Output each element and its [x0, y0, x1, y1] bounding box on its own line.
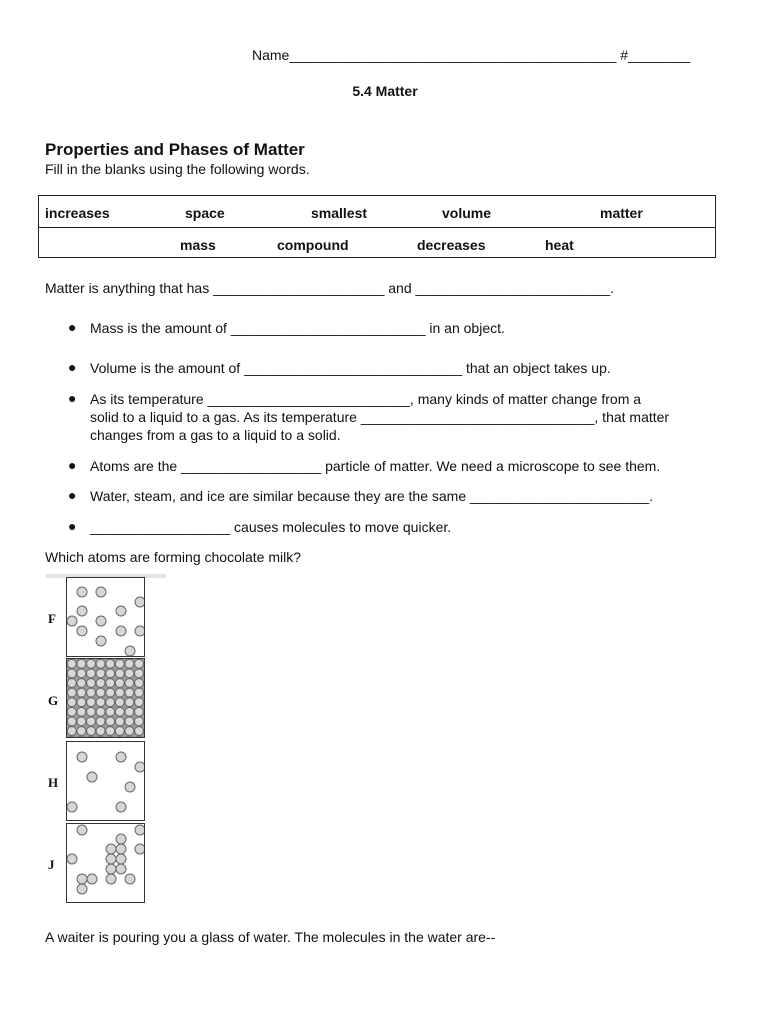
bullet-glyph: ● [68, 457, 77, 473]
bullet-line: Atoms are the __________________ particle of matter. We need a microscope to see them. [90, 458, 661, 474]
atoms-sparse-h [67, 742, 144, 820]
bullet-glyph: ● [68, 390, 77, 406]
panel-label-f: F [48, 611, 56, 626]
bullet-line: solid to a liquid to a gas. As its temperature ______________________________, that matter [90, 409, 670, 425]
atoms-packed-g [67, 659, 144, 737]
bullet-mass [90, 319, 505, 337]
section-heading: Properties and Phases of Matter [45, 140, 305, 159]
word-smallest: smallest [311, 205, 368, 221]
word-volume: volume [442, 205, 492, 221]
word-decreases: decreases [417, 237, 486, 253]
atoms-mixed-j [67, 824, 144, 902]
word-matter: matter [600, 205, 643, 221]
word-heat: heat [545, 237, 574, 253]
word-mass: mass [180, 237, 216, 253]
bullet-glyph: ● [68, 359, 77, 375]
bullet-line: As its temperature __________________________, many kinds of matter change from a [90, 391, 642, 407]
bullet-glyph: ● [68, 319, 77, 335]
bullet-line: Volume is the amount of ____________________________ that an object takes up. [90, 360, 611, 376]
word-bank-divider [39, 227, 715, 228]
worksheet-title: 5.4 Matter [352, 83, 418, 99]
bullet-line: __________________ causes molecules to move quicker. [90, 519, 452, 535]
bullet-water [90, 487, 653, 505]
molecule-panel-f [66, 577, 145, 657]
instructions: Fill in the blanks using the following words. [45, 161, 310, 177]
bullet-volume [90, 359, 611, 377]
panel-label-h: H [48, 775, 59, 790]
intro-sentence: Matter is anything that has ______________________ and _________________________. [45, 280, 615, 296]
bullet-atoms [90, 457, 660, 475]
question-waiter-water: A waiter is pouring you a glass of water. The molecules in the water are-- [45, 929, 496, 945]
word-bank [38, 195, 716, 258]
word-space: space [185, 205, 225, 221]
bullet-heat [90, 518, 451, 536]
molecule-panel-g [66, 658, 145, 738]
word-increases: increases [45, 205, 110, 221]
bullet-glyph: ● [68, 487, 77, 503]
panel-label-g: G [48, 693, 59, 708]
bullet-line: Mass is the amount of _________________________ in an object. [90, 320, 505, 336]
atoms-sparse-f [67, 578, 144, 656]
bullet-line: Water, steam, and ice are similar because they are the same _______________________. [90, 488, 653, 504]
bullet-glyph: ● [68, 518, 77, 534]
word-compound: compound [277, 237, 349, 253]
molecule-panel-j [66, 823, 145, 903]
panel-label-j: J [48, 857, 55, 872]
bullet-temperature [90, 390, 669, 444]
name-field-line: Name__________________________________________ #________ [252, 47, 691, 63]
bullet-line: changes from a gas to a liquid to a solid. [90, 427, 341, 443]
question-chocolate-milk: Which atoms are forming chocolate milk? [45, 549, 301, 565]
molecule-panel-h [66, 741, 145, 821]
